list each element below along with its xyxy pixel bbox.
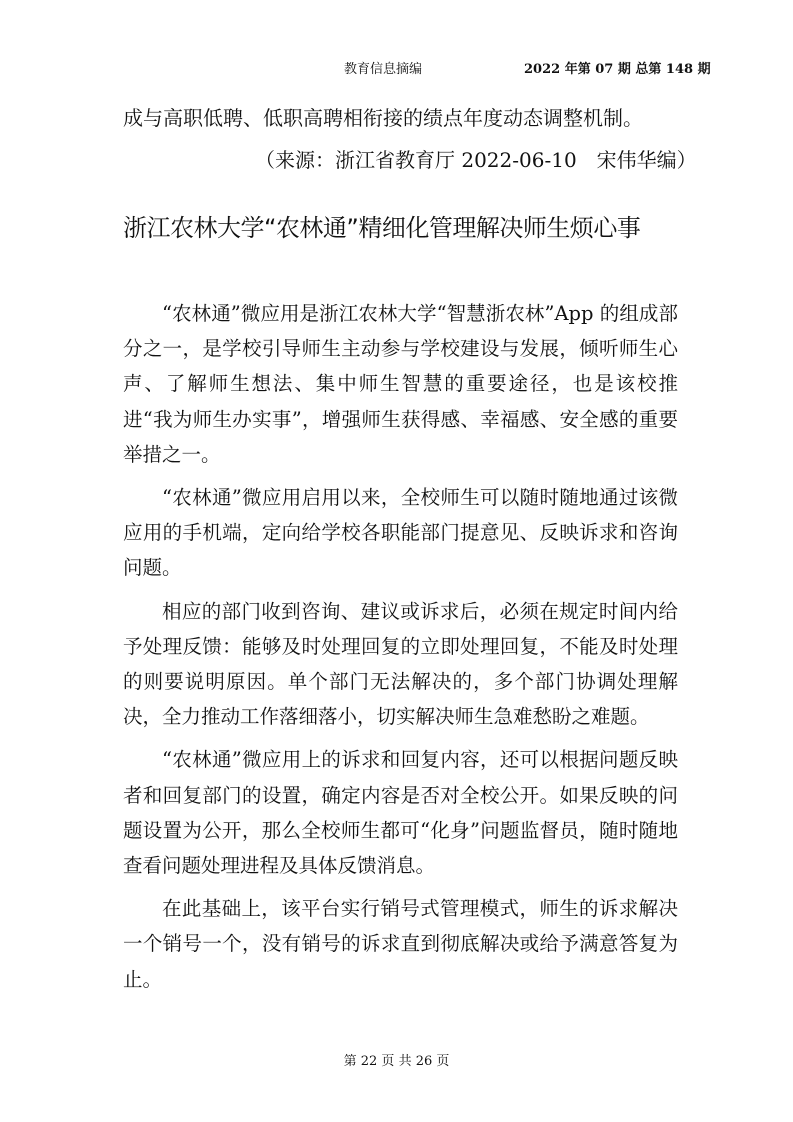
article-body: [123, 296, 678, 1005]
continuation-text: 成与高职低聘、低职高聘相衔接的绩点年度动态调整机制。: [123, 106, 643, 130]
paragraph: “农林通”微应用是浙江农林大学“智慧浙农林”App 的组成部分之一，是学校引导师生主动参与学校建设与发展，倾听师生心声、了解师生想法、集中师生智慧的重要途径，也是该校推进“我为师生办实事”，增强师生获得感、幸福感、安全感的重要举措之一。: [123, 302, 678, 466]
paragraph: “农林通”微应用启用以来，全校师生可以随时随地通过该微应用的手机端，定向给学校各职能部门提意见、反映诉求和咨询问题。: [123, 486, 678, 580]
paragraph: 在此基础上，该平台实行销号式管理模式，师生的诉求解决一个销号一个，没有销号的诉求直到彻底解决或给予满意答复为止。: [123, 897, 678, 991]
issue-number: 2022 年第 07 期 总第 148 期: [524, 62, 711, 77]
source-citation: （来源：浙江省教育厅 2022-06-10 宋伟华编）: [255, 148, 697, 172]
paragraph: “农林通”微应用上的诉求和回复内容，还可以根据问题反映者和回复部门的设置，确定内容是否对全校公开。如果反映的问题设置为公开，那么全校师生都可“化身”问题监督员，随时随地查看问题处理进程及具体反馈消息。: [123, 748, 678, 878]
publication-name: 教育信息摘编: [344, 62, 423, 77]
paragraph: 相应的部门收到咨询、建议或诉求后，必须在规定时间内给予处理反馈：能够及时处理回复的立即处理回复，不能及时处理的则要说明原因。单个部门无法解决的，多个部门协调处理解决，全力推动工作落细落小，切实解决师生急难愁盼之难题。: [123, 599, 678, 729]
page-header: [0, 58, 793, 78]
article-title: 浙江农林大学“农林通”精细化管理解决师生烦心事: [123, 214, 641, 242]
page-number: 第 22 页 共 26 页: [343, 1054, 450, 1069]
